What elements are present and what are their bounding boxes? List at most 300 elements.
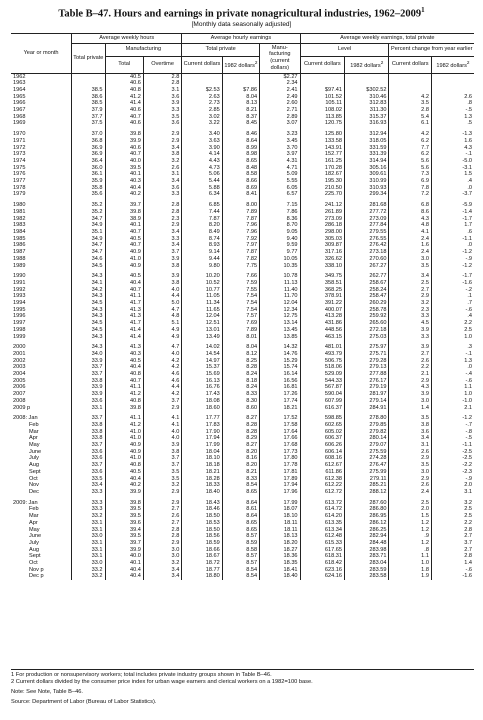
data-cell: 309.87 bbox=[300, 242, 344, 249]
row-label-cell: Mar bbox=[29, 513, 39, 520]
data-cell: 33.1 bbox=[72, 520, 105, 527]
table-row bbox=[11, 398, 474, 405]
data-cell: 40.7 bbox=[105, 229, 143, 236]
data-cell: 152.77 bbox=[300, 151, 344, 158]
data-cell: 2.4 bbox=[389, 249, 431, 256]
data-cell: 17.68 bbox=[260, 442, 300, 449]
data-cell: 13.01 bbox=[182, 327, 222, 334]
data-cell: 40.1 bbox=[105, 222, 143, 229]
data-cell: 34.9 bbox=[72, 236, 105, 243]
data-cell: 2.71 bbox=[260, 107, 300, 114]
table-body bbox=[11, 73, 474, 580]
data-cell: 309.61 bbox=[345, 171, 389, 178]
data-cell: 3.3 bbox=[143, 107, 181, 114]
data-cell: 283.04 bbox=[345, 560, 389, 567]
data-cell: 18.07 bbox=[260, 506, 300, 513]
data-cell: 33.4 bbox=[72, 482, 105, 489]
data-cell: 40.5 bbox=[105, 273, 143, 280]
data-cell: 4.3 bbox=[389, 384, 431, 391]
data-cell: 41.1 bbox=[105, 293, 143, 300]
data-cell: 8.69 bbox=[222, 185, 259, 192]
data-cell: -1.2 bbox=[431, 249, 474, 256]
data-cell: 13.85 bbox=[260, 334, 300, 341]
header-manufacturing: Manufacturing bbox=[105, 43, 182, 56]
data-cell: -.6 bbox=[431, 378, 474, 385]
data-cell: -.6 bbox=[431, 567, 474, 574]
data-cell: 3.9 bbox=[389, 391, 431, 398]
data-cell: 8.58 bbox=[222, 547, 259, 554]
data-cell: 3.5 bbox=[389, 263, 431, 270]
data-cell: 4.3 bbox=[389, 216, 431, 223]
data-cell: 4.73 bbox=[182, 165, 222, 172]
data-cell: 41.3 bbox=[105, 344, 143, 351]
data-cell: 34.3 bbox=[72, 334, 105, 341]
data-cell: 275.59 bbox=[345, 449, 389, 456]
data-cell bbox=[222, 80, 259, 87]
row-label-cell: 1963 bbox=[13, 80, 26, 87]
header-level-1982 bbox=[345, 56, 389, 73]
data-cell: 448.56 bbox=[300, 327, 344, 334]
table-row bbox=[11, 256, 474, 263]
data-cell: 11.13 bbox=[260, 280, 300, 287]
data-cell: 4.3 bbox=[431, 145, 474, 152]
data-cell: 18.35 bbox=[260, 560, 300, 567]
data-cell: 8.36 bbox=[260, 216, 300, 223]
data-cell: 285.21 bbox=[345, 482, 389, 489]
table-row bbox=[11, 449, 474, 456]
data-cell: 18.13 bbox=[260, 533, 300, 540]
data-cell: 8.61 bbox=[222, 506, 259, 513]
data-cell: $302.52 bbox=[345, 87, 389, 94]
table-row bbox=[11, 391, 474, 398]
data-cell: 284.48 bbox=[345, 540, 389, 547]
row-label-cell: 1980 bbox=[13, 202, 26, 209]
data-cell: 2.8 bbox=[143, 209, 181, 216]
footnote-line: 2 Current dollars divided by the consumer price index for urban wage earners and clerical workers on a 1982=100 base. bbox=[11, 679, 313, 685]
data-cell: 7.82 bbox=[222, 256, 259, 263]
data-cell: 17.58 bbox=[260, 422, 300, 429]
data-cell: 3.4 bbox=[389, 273, 431, 280]
data-cell: 33.0 bbox=[72, 560, 105, 567]
data-cell: 16.56 bbox=[260, 378, 300, 385]
data-cell: 8.28 bbox=[222, 364, 259, 371]
data-cell: 3.9 bbox=[389, 327, 431, 334]
data-cell: 8.12 bbox=[222, 351, 259, 358]
data-cell: 3.5 bbox=[389, 100, 431, 107]
data-cell: 18.66 bbox=[182, 547, 222, 554]
data-cell: 331.59 bbox=[345, 145, 389, 152]
data-cell: 41.7 bbox=[105, 320, 143, 327]
data-cell: 17.83 bbox=[182, 422, 222, 429]
row-label-cell: 1964 bbox=[13, 86, 26, 93]
data-cell: $2.53 bbox=[182, 87, 222, 94]
data-cell: 258.47 bbox=[345, 293, 389, 300]
data-cell: 9.80 bbox=[182, 263, 222, 270]
data-cell: 8.74 bbox=[182, 236, 222, 243]
data-cell: 33.9 bbox=[72, 358, 105, 365]
row-label-cell: June bbox=[29, 448, 42, 455]
header-hourly-total-private: Total private bbox=[182, 43, 260, 56]
data-cell: 40.1 bbox=[105, 171, 143, 178]
data-cell: 34.3 bbox=[72, 293, 105, 300]
data-cell: 5.09 bbox=[260, 171, 300, 178]
data-cell: 35.1 bbox=[72, 229, 105, 236]
data-cell: 39.7 bbox=[105, 540, 143, 547]
data-cell: 18.21 bbox=[182, 469, 222, 476]
data-cell: -.7 bbox=[431, 422, 474, 429]
data-cell: 8.25 bbox=[222, 358, 259, 365]
data-cell: 283.59 bbox=[345, 567, 389, 574]
data-cell: -1.1 bbox=[431, 236, 474, 243]
data-cell: 7.7 bbox=[389, 145, 431, 152]
data-cell: 316.93 bbox=[345, 120, 389, 127]
data-cell: 4.0 bbox=[143, 287, 181, 294]
data-cell: 8.46 bbox=[222, 131, 259, 138]
data-cell: 17.73 bbox=[260, 449, 300, 456]
row-label-cell: 1977 bbox=[13, 178, 26, 185]
data-cell: 8.20 bbox=[222, 462, 259, 469]
data-cell: 4.2 bbox=[143, 364, 181, 371]
data-cell: 3.90 bbox=[182, 145, 222, 152]
data-cell: 8.59 bbox=[222, 540, 259, 547]
data-cell: 8.21 bbox=[222, 469, 259, 476]
data-cell: 1.8 bbox=[389, 567, 431, 574]
data-cell: 2.2 bbox=[389, 364, 431, 371]
data-cell: 40.5 bbox=[105, 358, 143, 365]
data-cell: 312.94 bbox=[345, 131, 389, 138]
data-cell: 14.32 bbox=[260, 344, 300, 351]
data-cell bbox=[222, 73, 259, 80]
table-row bbox=[11, 506, 474, 513]
table-row bbox=[11, 287, 474, 294]
data-cell: 3.7 bbox=[143, 398, 181, 405]
data-cell: 3.9 bbox=[389, 344, 431, 351]
data-cell: .6 bbox=[431, 229, 474, 236]
data-cell: 279.85 bbox=[345, 422, 389, 429]
data-cell: .5 bbox=[431, 120, 474, 127]
row-label-cell: May bbox=[29, 526, 40, 533]
data-cell: 41.1 bbox=[105, 384, 143, 391]
data-cell: 35.8 bbox=[72, 185, 105, 192]
data-cell: 8.54 bbox=[222, 573, 259, 580]
data-cell: 2.5 bbox=[431, 506, 474, 513]
data-cell: 10.05 bbox=[260, 256, 300, 263]
table-row bbox=[11, 307, 474, 314]
row-label-cell: May bbox=[29, 442, 40, 449]
data-cell: 518.06 bbox=[300, 364, 344, 371]
data-cell: 608.16 bbox=[300, 455, 344, 462]
data-cell: 18.77 bbox=[182, 567, 222, 574]
data-cell: 8.58 bbox=[222, 171, 259, 178]
data-cell: 17.64 bbox=[260, 429, 300, 436]
data-cell: 40.7 bbox=[105, 114, 143, 121]
data-cell: 34.0 bbox=[72, 351, 105, 358]
data-cell: -1.2 bbox=[431, 263, 474, 270]
data-cell: 41.7 bbox=[105, 300, 143, 307]
row-label-cell: 2005 bbox=[13, 377, 26, 384]
data-cell: 605.02 bbox=[300, 429, 344, 436]
data-cell: 261.89 bbox=[300, 209, 344, 216]
data-cell: 2.9 bbox=[143, 500, 181, 507]
data-cell: 34.1 bbox=[72, 280, 105, 287]
data-cell: 2.8 bbox=[143, 533, 181, 540]
data-cell: 41.2 bbox=[105, 391, 143, 398]
data-cell: 4.7 bbox=[143, 344, 181, 351]
data-cell: 606.14 bbox=[300, 449, 344, 456]
header-level-1982-label: 1982 dollars bbox=[350, 62, 381, 69]
data-cell: .0 bbox=[431, 185, 474, 192]
data-cell: 18.21 bbox=[260, 405, 300, 412]
data-cell: 279.13 bbox=[345, 364, 389, 371]
data-cell: 3.1 bbox=[143, 87, 181, 94]
header-level: Level bbox=[300, 43, 389, 56]
data-cell: 3.97 bbox=[260, 151, 300, 158]
table-row bbox=[11, 280, 474, 287]
data-cell: 277.88 bbox=[345, 371, 389, 378]
data-cell: 3.2 bbox=[143, 482, 181, 489]
data-cell: 18.50 bbox=[182, 527, 222, 534]
data-cell: 33.3 bbox=[72, 506, 105, 513]
data-cell: .7 bbox=[431, 300, 474, 307]
row-label-cell: 1993 bbox=[13, 293, 26, 300]
data-cell: 288.12 bbox=[345, 489, 389, 496]
data-cell: 279.07 bbox=[345, 442, 389, 449]
data-cell: $97.41 bbox=[300, 87, 344, 94]
data-cell: 279.55 bbox=[345, 229, 389, 236]
data-cell: 7.8 bbox=[389, 185, 431, 192]
data-cell: 40.4 bbox=[105, 476, 143, 483]
row-label-cell: 1973 bbox=[13, 151, 26, 158]
header-mfg-overtime: Overtime bbox=[143, 56, 181, 73]
data-cell: 40.7 bbox=[105, 151, 143, 158]
data-cell: 3.5 bbox=[143, 476, 181, 483]
table-row bbox=[11, 131, 474, 138]
data-cell: 41.2 bbox=[105, 94, 143, 101]
header-hourly-1982 bbox=[222, 56, 259, 73]
data-cell: 2.9 bbox=[143, 540, 181, 547]
data-cell: 40.5 bbox=[105, 469, 143, 476]
data-cell: 338.10 bbox=[300, 263, 344, 270]
data-cell: -.5 bbox=[431, 107, 474, 114]
data-cell: 33.1 bbox=[72, 547, 105, 554]
data-cell bbox=[345, 73, 389, 80]
data-cell: 18.59 bbox=[182, 540, 222, 547]
data-cell: 39.5 bbox=[105, 513, 143, 520]
table-row bbox=[11, 73, 474, 80]
header-pct-1982 bbox=[431, 56, 474, 73]
data-cell: 8.28 bbox=[222, 429, 259, 436]
data-cell: 258.78 bbox=[345, 307, 389, 314]
data-cell bbox=[182, 80, 222, 87]
data-cell: 286.95 bbox=[345, 513, 389, 520]
data-cell: 279.82 bbox=[345, 429, 389, 436]
row-label-cell: 2004 bbox=[13, 371, 26, 378]
data-cell: 283.98 bbox=[345, 547, 389, 554]
data-cell: 3.2 bbox=[143, 158, 181, 165]
data-cell: 4.0 bbox=[143, 351, 181, 358]
data-cell: 12.34 bbox=[260, 307, 300, 314]
data-cell: 18.28 bbox=[182, 476, 222, 483]
data-cell: 8.57 bbox=[222, 533, 259, 540]
data-cell: 4.1 bbox=[143, 422, 181, 429]
data-cell: 36.9 bbox=[72, 151, 105, 158]
data-cell: 7.54 bbox=[222, 300, 259, 307]
data-cell: 4.2 bbox=[389, 94, 431, 101]
row-label-cell: Oct bbox=[29, 475, 38, 482]
row-label-cell: 1972 bbox=[13, 144, 26, 151]
data-cell: 3.23 bbox=[260, 131, 300, 138]
table-row bbox=[11, 547, 474, 554]
data-cell: -.9 bbox=[431, 256, 474, 263]
table-row bbox=[11, 533, 474, 540]
data-cell: .1 bbox=[431, 293, 474, 300]
data-cell: 413.28 bbox=[300, 313, 344, 320]
data-cell: 41.0 bbox=[105, 455, 143, 462]
data-cell: 17.94 bbox=[260, 482, 300, 489]
table-row bbox=[11, 151, 474, 158]
header-avg-weekly-earnings: Average weekly earnings, total private bbox=[300, 34, 474, 44]
data-cell: 3.0 bbox=[143, 547, 181, 554]
data-cell: 14.54 bbox=[182, 351, 222, 358]
data-cell: 265.60 bbox=[345, 320, 389, 327]
footnote-line: 1 For production or nonsupervisory workers; total includes private industry groups shown in Table B–46. bbox=[11, 672, 272, 678]
data-cell: 3.3 bbox=[143, 191, 181, 198]
data-cell: 40.4 bbox=[105, 185, 143, 192]
data-cell: 36.8 bbox=[72, 138, 105, 145]
data-cell: 34.9 bbox=[72, 222, 105, 229]
data-cell: 40.0 bbox=[105, 158, 143, 165]
data-cell: 12.75 bbox=[260, 313, 300, 320]
data-cell: 618.42 bbox=[300, 560, 344, 567]
data-cell: 5.4 bbox=[389, 114, 431, 121]
data-cell: 18.10 bbox=[260, 513, 300, 520]
data-cell: 9.14 bbox=[182, 249, 222, 256]
data-cell: 39.8 bbox=[105, 500, 143, 507]
data-cell: 279.14 bbox=[345, 398, 389, 405]
data-cell: 273.18 bbox=[345, 249, 389, 256]
table-row bbox=[11, 560, 474, 567]
table-row bbox=[11, 293, 474, 300]
data-cell: 10.52 bbox=[182, 280, 222, 287]
data-cell: 11.05 bbox=[182, 293, 222, 300]
data-cell: 8.99 bbox=[222, 145, 259, 152]
data-cell: 7.59 bbox=[222, 280, 259, 287]
data-cell: 298.00 bbox=[300, 229, 344, 236]
table-row bbox=[11, 209, 474, 216]
data-cell: 3.9 bbox=[143, 100, 181, 107]
data-cell: 8.33 bbox=[222, 476, 259, 483]
data-cell: 113.85 bbox=[300, 114, 344, 121]
table-row bbox=[11, 222, 474, 229]
data-cell: 40.6 bbox=[105, 145, 143, 152]
data-cell: 3.8 bbox=[143, 280, 181, 287]
data-cell: 3.7 bbox=[143, 455, 181, 462]
data-cell: 17.81 bbox=[260, 469, 300, 476]
data-cell: 3.5 bbox=[143, 114, 181, 121]
footnote-line: Note: See Note, Table B–46. bbox=[11, 689, 83, 695]
table-row bbox=[11, 300, 474, 307]
data-cell: 39.7 bbox=[105, 202, 143, 209]
data-cell: 7.2 bbox=[389, 191, 431, 198]
data-cell: 12.51 bbox=[182, 320, 222, 327]
data-cell: 2.89 bbox=[260, 114, 300, 121]
data-cell: 2.1 bbox=[431, 405, 474, 412]
data-cell: 270.60 bbox=[345, 256, 389, 263]
data-cell: 8.20 bbox=[182, 222, 222, 229]
data-cell: 598.85 bbox=[300, 415, 344, 422]
data-cell: 2.2 bbox=[431, 320, 474, 327]
data-cell: 4.2 bbox=[389, 131, 431, 138]
data-cell: 41.1 bbox=[105, 415, 143, 422]
data-cell: 33.1 bbox=[72, 527, 105, 534]
data-cell: 258.24 bbox=[345, 287, 389, 294]
row-label-cell: 1997 bbox=[13, 320, 26, 327]
data-cell: 2.7 bbox=[143, 506, 181, 513]
data-cell: 182.67 bbox=[300, 171, 344, 178]
data-cell: 7.54 bbox=[222, 307, 259, 314]
row-label-cell: Nov bbox=[29, 482, 39, 489]
row-label-cell: 1966 bbox=[13, 100, 26, 107]
header-hourly-1982-label: 1982 dollars bbox=[224, 62, 255, 69]
table-row bbox=[11, 415, 474, 422]
data-cell: 40.6 bbox=[105, 80, 143, 87]
data-cell: 120.75 bbox=[300, 120, 344, 127]
data-cell: 3.6 bbox=[143, 185, 181, 192]
data-cell: 16.13 bbox=[182, 378, 222, 385]
data-cell: 3.2 bbox=[143, 560, 181, 567]
data-cell: 3.8 bbox=[143, 151, 181, 158]
data-cell: 612.48 bbox=[300, 533, 344, 540]
data-cell: 260.29 bbox=[345, 300, 389, 307]
data-cell: 125.80 bbox=[300, 131, 344, 138]
data-cell: 2.6 bbox=[143, 165, 181, 172]
data-cell: 262.77 bbox=[345, 273, 389, 280]
data-cell: 1.3 bbox=[431, 358, 474, 365]
table-row bbox=[11, 344, 474, 351]
table-row bbox=[11, 263, 474, 270]
data-cell: 8.66 bbox=[222, 178, 259, 185]
data-cell: 273.09 bbox=[300, 216, 344, 223]
table-row bbox=[11, 520, 474, 527]
row-label-cell: July bbox=[29, 455, 39, 462]
data-cell: 613.34 bbox=[300, 527, 344, 534]
data-cell: 33.7 bbox=[72, 442, 105, 449]
data-cell bbox=[431, 80, 474, 87]
data-cell: 4.8 bbox=[389, 222, 431, 229]
data-cell: 4.9 bbox=[143, 327, 181, 334]
data-cell: 2.7 bbox=[389, 351, 431, 358]
data-cell: 274.28 bbox=[345, 455, 389, 462]
data-cell: 2.8 bbox=[143, 80, 181, 87]
data-cell: 279.19 bbox=[345, 384, 389, 391]
data-cell: 4.31 bbox=[260, 158, 300, 165]
data-cell: 40.4 bbox=[105, 567, 143, 574]
data-cell: 34.3 bbox=[72, 313, 105, 320]
data-cell: 310.99 bbox=[345, 178, 389, 185]
data-cell: 41.4 bbox=[105, 327, 143, 334]
table-row bbox=[11, 455, 474, 462]
data-cell: 8.20 bbox=[222, 449, 259, 456]
data-cell: 18.27 bbox=[260, 547, 300, 554]
data-cell: 40.6 bbox=[105, 107, 143, 114]
data-cell: 17.78 bbox=[260, 462, 300, 469]
data-cell: 16.81 bbox=[260, 384, 300, 391]
data-cell: 40.7 bbox=[105, 378, 143, 385]
table-row bbox=[11, 573, 474, 580]
row-label-cell: Apr bbox=[29, 435, 38, 442]
data-cell: 431.86 bbox=[300, 320, 344, 327]
data-cell: 305.03 bbox=[300, 236, 344, 243]
